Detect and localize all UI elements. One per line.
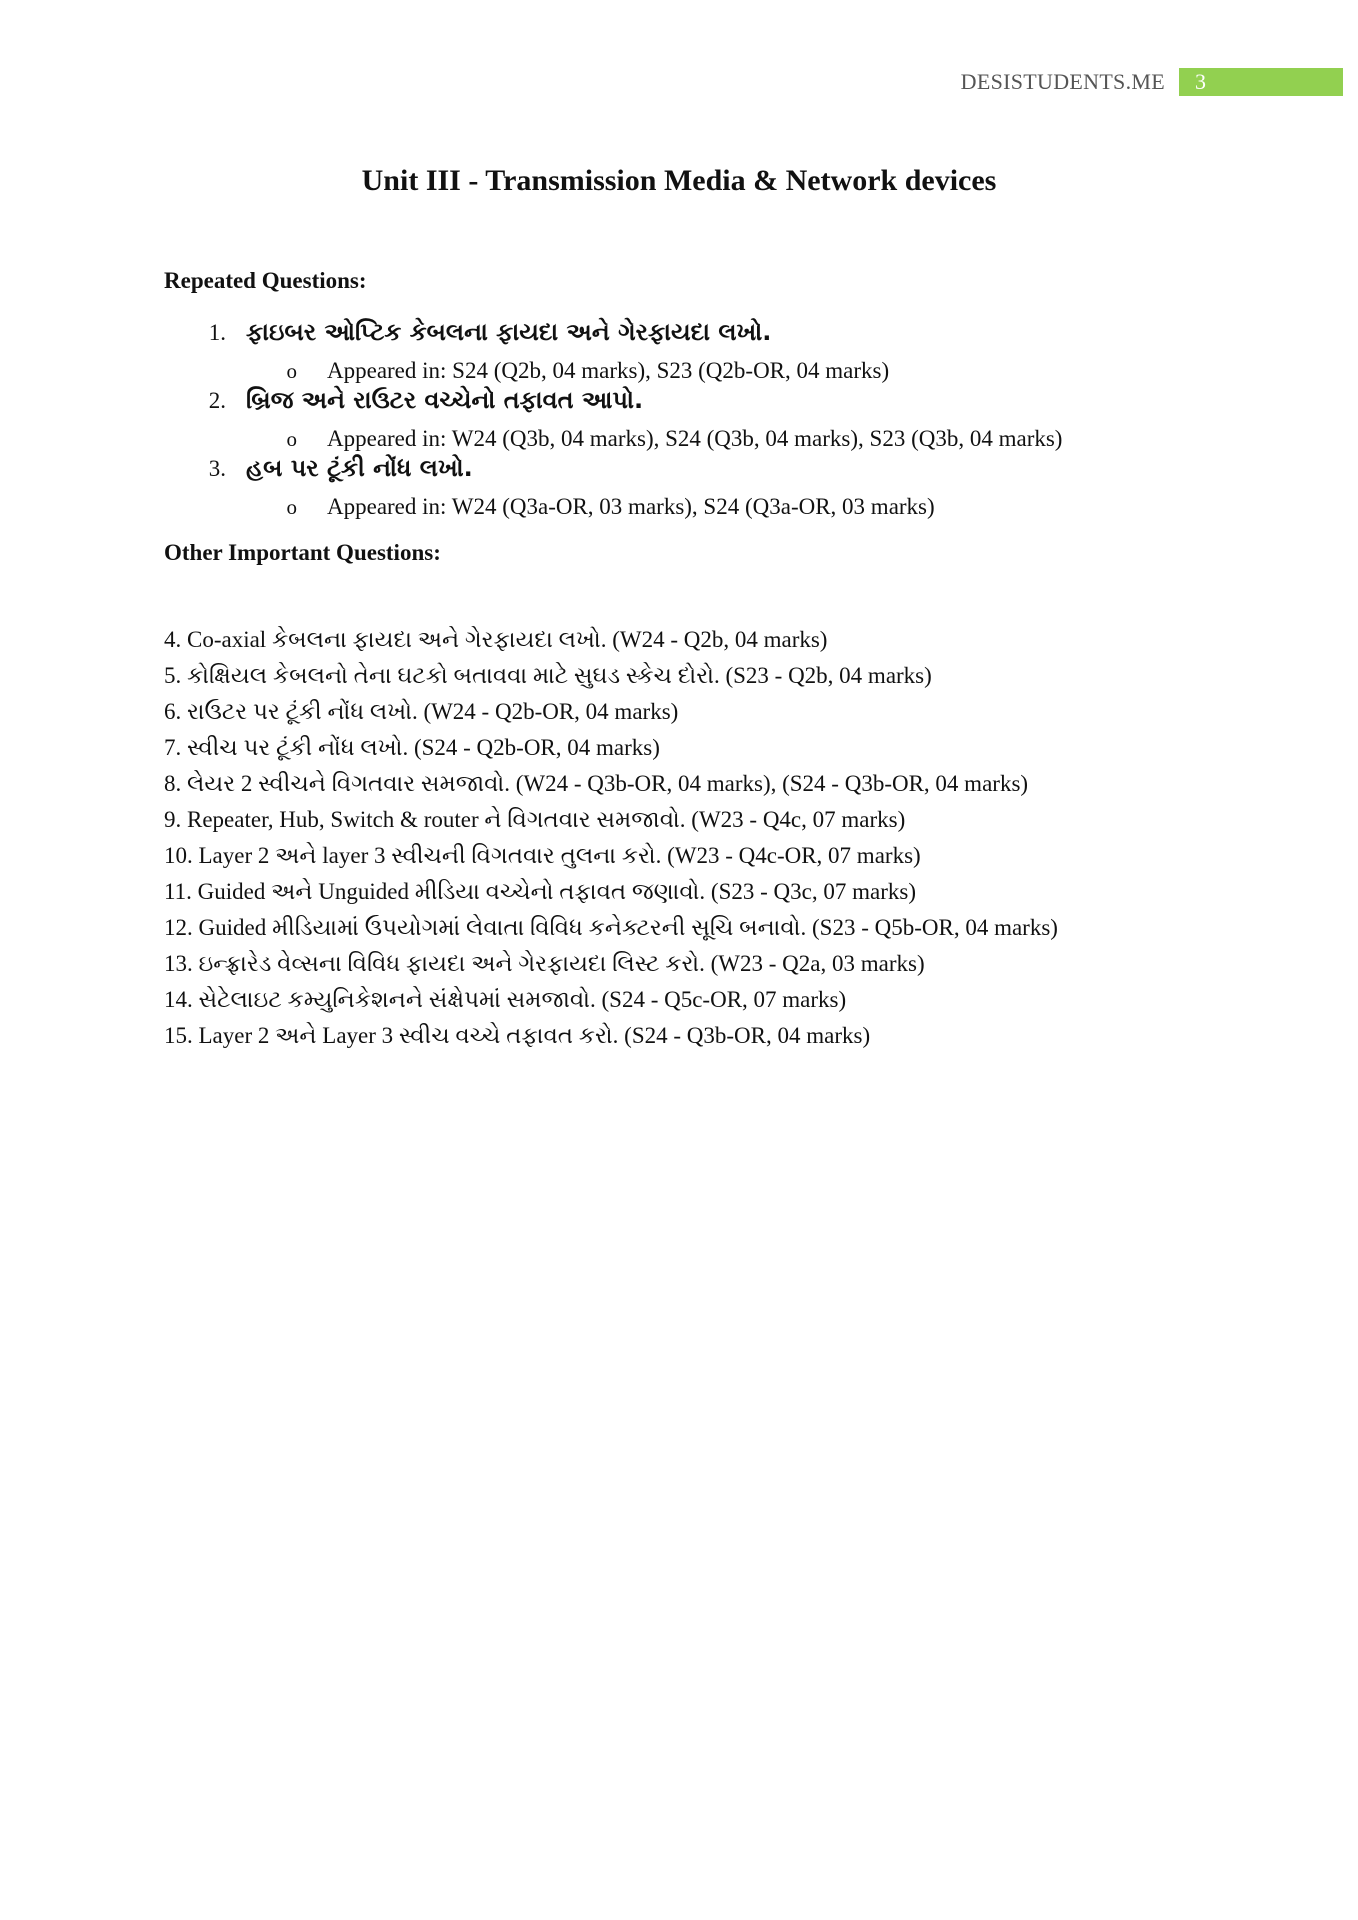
appeared-text: Appeared in: W24 (Q3b, 04 marks), S24 (Q3b, 04 marks), S23 (Q3b, 04 marks) [327,426,1063,451]
other-questions-list [164,622,1344,1054]
repeated-questions-heading: Repeated Questions: [164,268,367,293]
list-item [164,386,1324,426]
list-item: 12. Guided મીડિયામાં ઉપયોગમાં લેવાતા વિવિધ કનેક્ટરની સૂચિ બનાવો. (S23 - Q5b-OR, 04 marks) [164,915,1058,940]
list-item: 9. Repeater, Hub, Switch & router ને વિગતવાર સમજાવો. (W23 - Q4c, 07 marks) [164,807,906,832]
appeared-line [164,494,1324,522]
list-item: 5. કોક્ષિયલ કેબલનો તેના ઘટકો બતાવવા માટે સુઘડ સ્કેચ દોરો. (S23 - Q2b, 04 marks) [164,663,932,688]
list-item: 15. Layer 2 અને Layer 3 સ્વીચ વચ્ચે તફાવત કરો. (S24 - Q3b-OR, 04 marks) [164,1023,871,1048]
question-text: બ્રિજ અને રાઉટર વચ્ચેનો તફાવત આપો. [246,386,644,414]
appeared-text: Appeared in: W24 (Q3a-OR, 03 marks), S24 (Q3a-OR, 03 marks) [327,494,935,519]
bullet: o [286,427,297,451]
list-item [164,454,1324,494]
item-number: 1. [208,320,226,345]
appeared-line [164,358,1324,386]
appeared-line [164,426,1324,454]
list-item: 10. Layer 2 અને layer 3 સ્વીચની વિગતવાર તુલના કરો. (W23 - Q4c-OR, 07 marks) [164,843,921,868]
list-item: 14. સેટેલાઇટ કમ્યુનિકેશનને સંક્ષેપમાં સમજાવો. (S24 - Q5c-OR, 07 marks) [164,987,847,1012]
page-header [961,68,1343,96]
item-number: 3. [208,456,226,481]
list-item: 13. ઇન્ફ્રારેડ વેવ્સના વિવિધ ફાયદા અને ગેરફાયદા લિસ્ટ કરો. (W23 - Q2a, 03 marks) [164,951,925,976]
list-item [164,318,1324,358]
bullet: o [286,359,297,383]
bullet: o [286,495,297,519]
page-title: Unit III - Transmission Media & Network devices [361,164,997,197]
list-item: 8. લેયર 2 સ્વીચને વિગતવાર સમજાવો. (W24 - Q3b-OR, 04 marks), (S24 - Q3b-OR, 04 marks) [164,771,1029,796]
site-name: DESISTUDENTS.ME [960,69,1165,94]
page-number: 3 [1179,68,1343,96]
list-item: 11. Guided અને Unguided મીડિયા વચ્ચેનો તફાવત જણાવો. (S23 - Q3c, 07 marks) [164,879,916,904]
question-text: ફાઇબર ઓપ્ટિક કેબલના ફાયદા અને ગેરફાયદા લખો. [246,318,772,346]
appeared-text: Appeared in: S24 (Q2b, 04 marks), S23 (Q2b-OR, 04 marks) [327,358,890,383]
item-number: 2. [208,388,226,413]
question-text: હબ પર ટૂંકી નોંધ લખો. [246,454,473,482]
other-questions-heading: Other Important Questions: [164,540,441,565]
list-item: 7. સ્વીચ પર ટૂંકી નોંધ લખો. (S24 - Q2b-OR, 04 marks) [164,735,660,760]
list-item: 6. રાઉટર પર ટૂંકી નોંધ લખો. (W24 - Q2b-OR, 04 marks) [164,699,679,724]
repeated-questions-list [164,318,1324,522]
list-item: 4. Co-axial કેબલના ફાયદા અને ગેરફાયદા લખો. (W24 - Q2b, 04 marks) [164,627,828,652]
